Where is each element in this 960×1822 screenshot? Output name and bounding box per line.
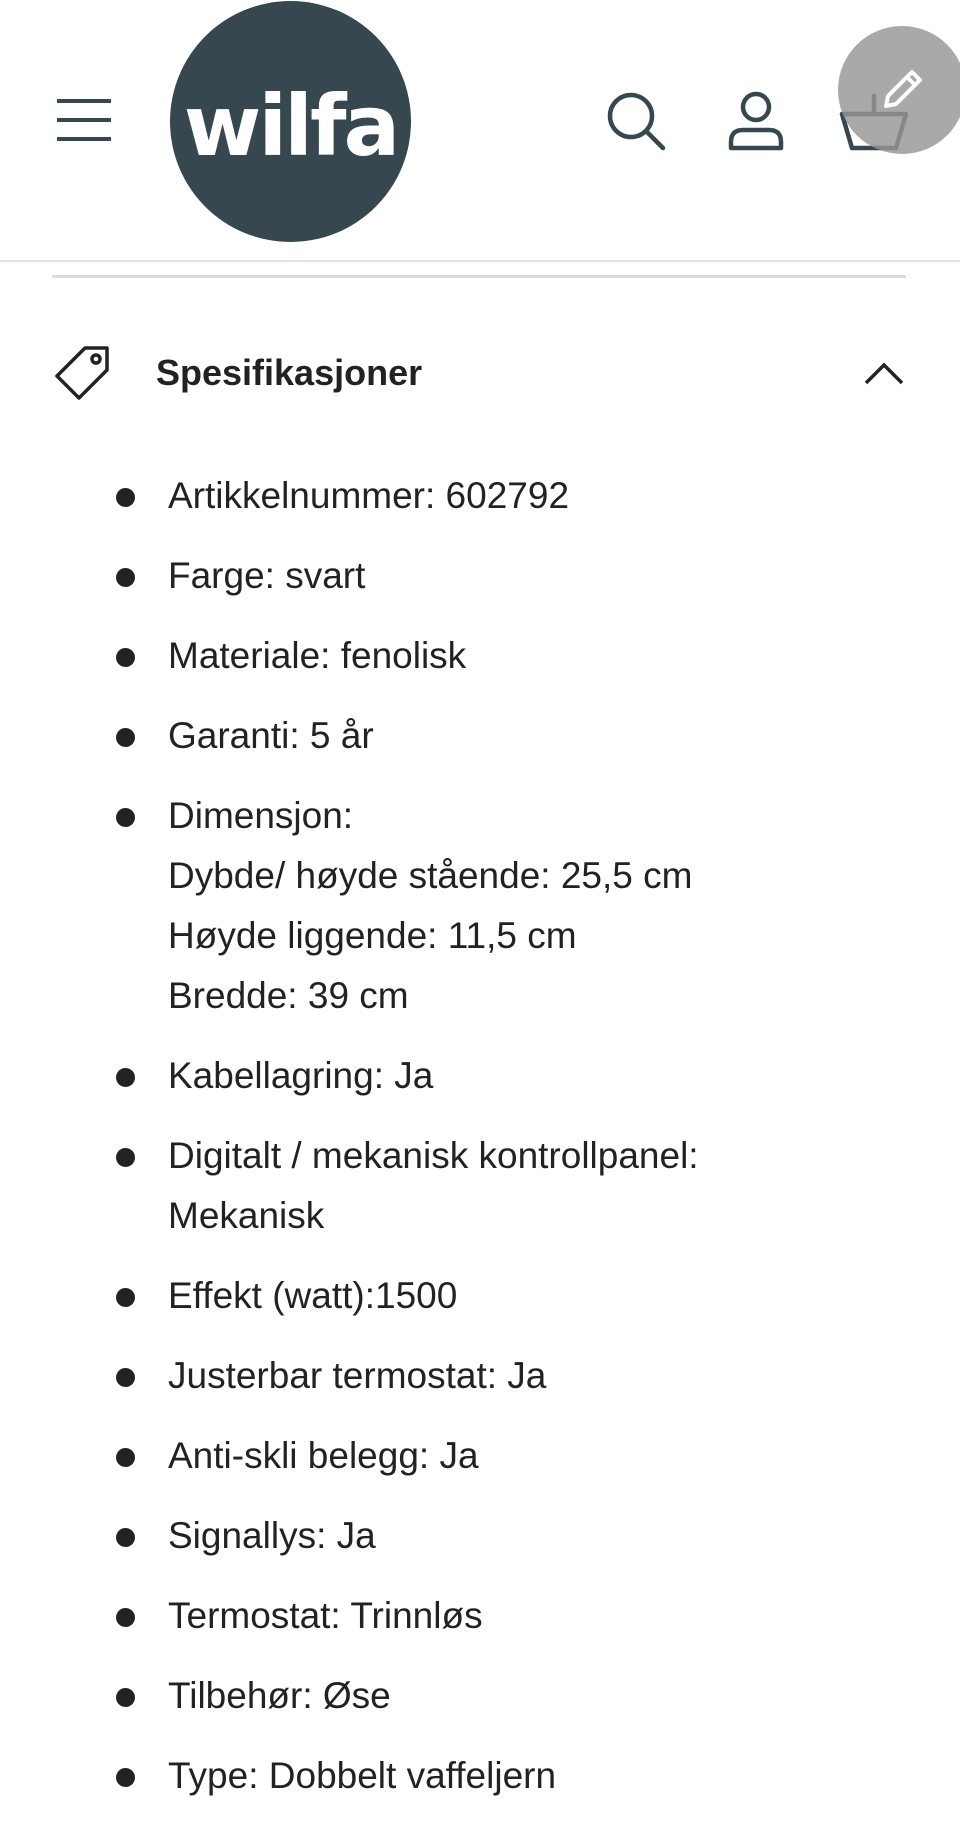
bullet <box>116 1448 135 1467</box>
spec-text: Signallys: Ja <box>168 1515 376 1556</box>
list-item <box>106 466 906 526</box>
bullet <box>116 488 135 507</box>
bullet <box>116 568 135 587</box>
spec-text: Farge: svart <box>168 555 366 596</box>
list-item-dimension <box>106 786 906 1026</box>
tag-icon <box>52 343 112 403</box>
bullet <box>116 728 135 747</box>
edit-fab-button[interactable] <box>838 26 960 154</box>
list-item <box>106 1426 906 1486</box>
section-divider <box>52 275 906 278</box>
bullet <box>116 1288 135 1307</box>
spec-text: Garanti: 5 år <box>168 715 374 756</box>
list-item <box>106 1046 906 1106</box>
spec-text: Bredde: 39 cm <box>168 975 409 1016</box>
bullet <box>116 1368 135 1387</box>
user-icon[interactable] <box>725 90 787 152</box>
spec-text: Justerbar termostat: Ja <box>168 1355 547 1396</box>
list-item <box>106 1666 906 1726</box>
spec-text: Artikkelnummer: 602792 <box>168 475 570 516</box>
spec-text: Tilbehør: Øse <box>168 1675 391 1716</box>
spec-text: Dimensjon: <box>168 795 354 836</box>
spec-text: Type: Dobbelt vaffeljern <box>168 1755 557 1796</box>
chevron-up-icon <box>862 358 906 388</box>
logo-text: wilfa <box>183 76 398 175</box>
bullet <box>116 1528 135 1547</box>
spec-text: Digitalt / mekanisk kontrollpanel: <box>168 1135 699 1176</box>
spec-text: Dybde/ høyde stående: 25,5 cm <box>168 855 693 896</box>
list-item <box>106 1586 906 1646</box>
site-header <box>0 0 960 262</box>
spec-text: Termostat: Trinnløs <box>168 1595 483 1636</box>
wilfa-logo[interactable] <box>170 1 411 242</box>
section-title: Spesifikasjoner <box>156 352 423 393</box>
list-item <box>106 706 906 766</box>
spec-text: Mekanisk <box>168 1195 325 1236</box>
search-icon[interactable] <box>605 90 667 152</box>
list-item <box>106 626 906 686</box>
specifications-list <box>106 466 906 1822</box>
bullet <box>116 1608 135 1627</box>
hamburger-menu-icon[interactable] <box>55 95 115 145</box>
list-item <box>106 1746 906 1806</box>
specifications-accordion-toggle[interactable] <box>52 335 910 411</box>
list-item <box>106 1506 906 1566</box>
spec-text: Høyde liggende: 11,5 cm <box>168 915 577 956</box>
spec-text: Materiale: fenolisk <box>168 635 467 676</box>
bullet <box>116 1148 135 1167</box>
list-item <box>106 1346 906 1406</box>
bullet <box>116 648 135 667</box>
spec-text: Effekt (watt):1500 <box>168 1275 458 1316</box>
pencil-icon <box>872 60 932 120</box>
bullet <box>116 1068 135 1087</box>
bullet <box>116 808 135 827</box>
spec-text: Anti-skli belegg: Ja <box>168 1435 479 1476</box>
spec-text: Kabellagring: Ja <box>168 1055 434 1096</box>
list-item <box>106 1266 906 1326</box>
bullet <box>116 1768 135 1787</box>
list-item <box>106 1126 906 1246</box>
bullet <box>116 1688 135 1707</box>
list-item <box>106 546 906 606</box>
